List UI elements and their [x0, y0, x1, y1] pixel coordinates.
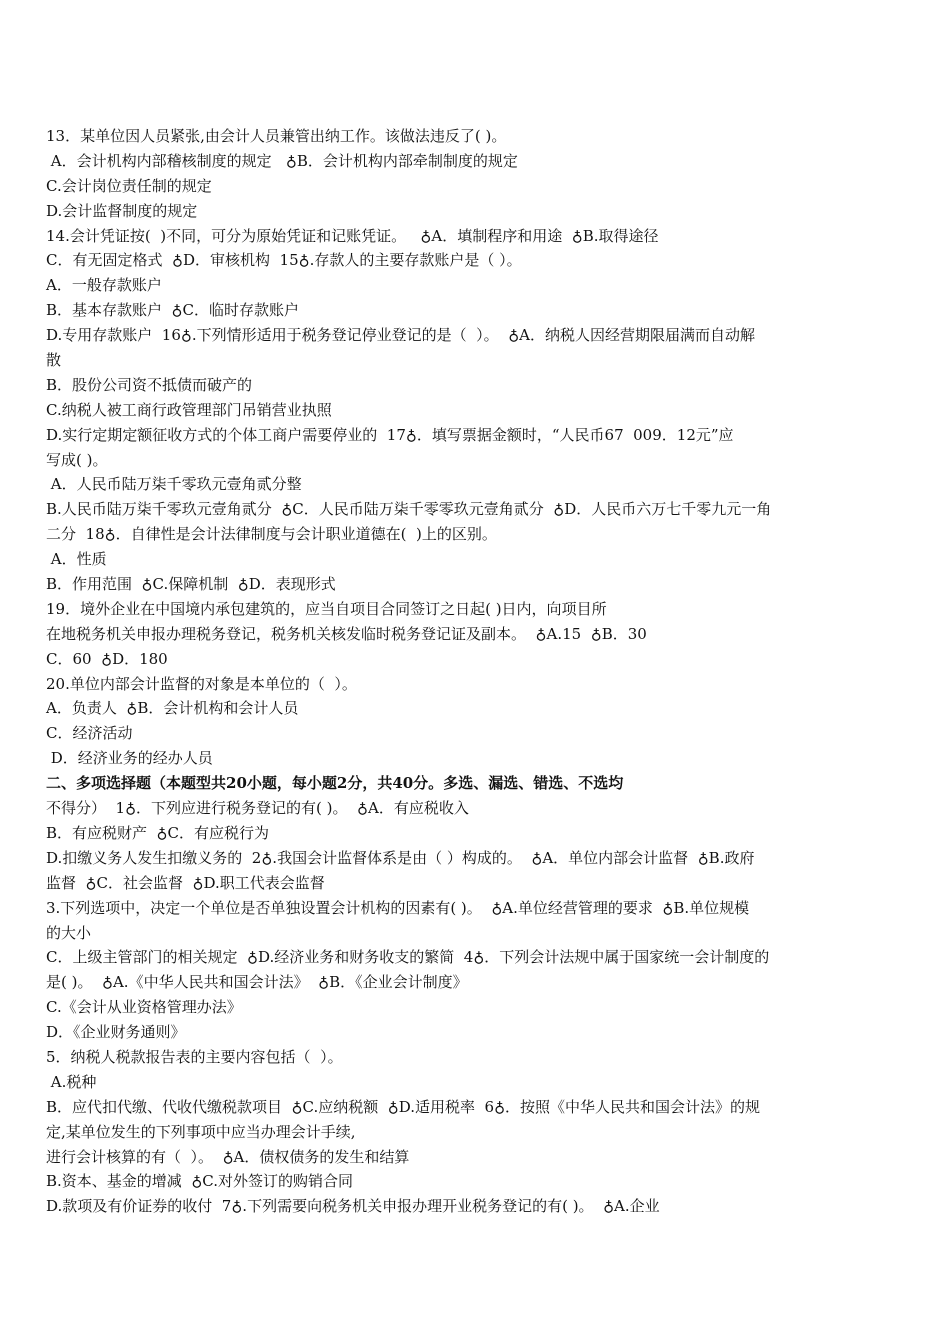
- text-line: B．股份公司资不抵债而破产的: [46, 375, 253, 394]
- text-line: B.人民币陆万柒千零玖元壹角贰分 ♁C．人民币陆万柒千零零玖元壹角贰分 ♁D．人民币六万七千零九元一角: [46, 500, 772, 519]
- text-line: 进行会计核算的有（ ）。 ♁A．债权债务的发生和结算: [46, 1147, 410, 1166]
- text-line: D．经济业务的经办人员: [46, 749, 213, 768]
- text-line: B．基本存款账户 ♁C．临时存款账户: [46, 301, 300, 320]
- text-line: 19．境外企业在中国境内承包建筑的，应当自项目合同签订之日起( )日内，向项目所: [46, 599, 607, 618]
- text-line: 散: [46, 351, 62, 370]
- text-line: 写成( )。: [46, 450, 108, 469]
- text-line: A．人民币陆万柒千零玖元壹角贰分整: [46, 475, 302, 494]
- text-line: 是( )。 ♁A.《中华人民共和国会计法》 ♁B．《企业会计制度》: [46, 973, 468, 992]
- text-line: B．应代扣代缴、代收代缴税款项目 ♁C.应纳税额 ♁D.适用税率 6♁．按照《中华人民共和国会计法》的规: [46, 1097, 761, 1116]
- text-line: 13．某单位因人员紧张,由会计人员兼管出纳工作。该做法违反了( )。: [46, 127, 507, 145]
- text-line: C.纳税人被工商行政管理部门吊销营业执照: [46, 400, 332, 419]
- text-line: 定,某单位发生的下列事项中应当办理会计手续,: [46, 1122, 356, 1141]
- text-line: 5．纳税人税款报告表的主要内容包括（ ）。: [46, 1047, 343, 1066]
- text-line: A．性质: [46, 550, 107, 569]
- text-line: D.扣缴义务人发生扣缴义务的 2♁.我国会计监督体系是由（ ）构成的。 ♁A．单位内部会计监督 ♁B.政府: [46, 848, 755, 867]
- text-line: 二、多项选择题（本题型共20小题，每小题2分，共40分。多选、漏选、错选、不选均: [46, 774, 624, 793]
- text-line: C．60 ♁D．180: [46, 649, 168, 668]
- text-line: D．《企业财务通则》: [46, 1023, 186, 1042]
- text-line: B．有应税财产 ♁C．有应税行为: [46, 823, 270, 842]
- text-line: C．经济活动: [46, 724, 133, 743]
- text-line: A．一般存款账户: [46, 276, 162, 295]
- text-line: A．会计机构内部稽核制度的规定 ♁B．会计机构内部牵制制度的规定: [46, 151, 518, 170]
- text-line: 不得分） 1♁．下列应进行税务登记的有( )。 ♁A．有应税收入: [46, 799, 469, 818]
- text-line: 3.下列选项中，决定一个单位是否单独设置会计机构的因素有( )。 ♁A.单位经营管理的要求 ♁B.单位规模: [46, 898, 750, 917]
- text-line: B．作用范围 ♁C.保障机制 ♁D．表现形式: [46, 575, 336, 594]
- text-line: C．有无固定格式 ♁D．审核机构 15♁.存款人的主要存款账户是（ ）。: [46, 251, 522, 270]
- text-line: C.《会计从业资格管理办法》: [46, 998, 242, 1017]
- text-line: B.资本、基金的增减 ♁C.对外签订的购销合同: [46, 1172, 354, 1191]
- text-line: 20.单位内部会计监督的对象是本单位的（ ）。: [46, 674, 357, 693]
- text-line: A.税种: [46, 1072, 97, 1091]
- text-line: C．上级主管部门的相关规定 ♁D.经济业务和财务收支的繁简 4♁．下列会计法规中属于国家统一会计制度的: [46, 948, 770, 967]
- text-line: A．负责人 ♁B．会计机构和会计人员: [46, 699, 299, 718]
- text-line: 监督 ♁C．社会监督 ♁D.职工代表会监督: [46, 873, 325, 892]
- text-line: D.专用存款账户 16♁.下列情形适用于税务登记停业登记的是（ ）。 ♁A．纳税人因经营期限届满而自动解: [46, 326, 755, 345]
- text-line: 的大小: [46, 923, 92, 942]
- text-line: D.实行定期定额征收方式的个体工商户需要停业的 17♁．填写票据金额时，“人民币67 009．12元”应: [46, 425, 734, 444]
- text-line: D.款项及有价证券的收付 7♁.下列需要向税务机关申报办理开业税务登记的有( )。 ♁A.企业: [46, 1197, 660, 1216]
- document-page: [46, 124, 858, 1219]
- text-line: D.会计监督制度的规定: [46, 201, 198, 220]
- text-line: 14.会计凭证按( )不同，可分为原始凭证和记账凭证。 ♁A．填制程序和用途 ♁B.取得途径: [46, 226, 659, 245]
- text-line: 二分 18♁．自律性是会计法律制度与会计职业道德在( )上的区别。: [46, 525, 497, 544]
- text-line: C.会计岗位责任制的规定: [46, 176, 212, 195]
- text-line: 在地税务机关申报办理税务登记，税务机关核发临时税务登记证及副本。 ♁A.15 ♁B．30: [46, 624, 647, 643]
